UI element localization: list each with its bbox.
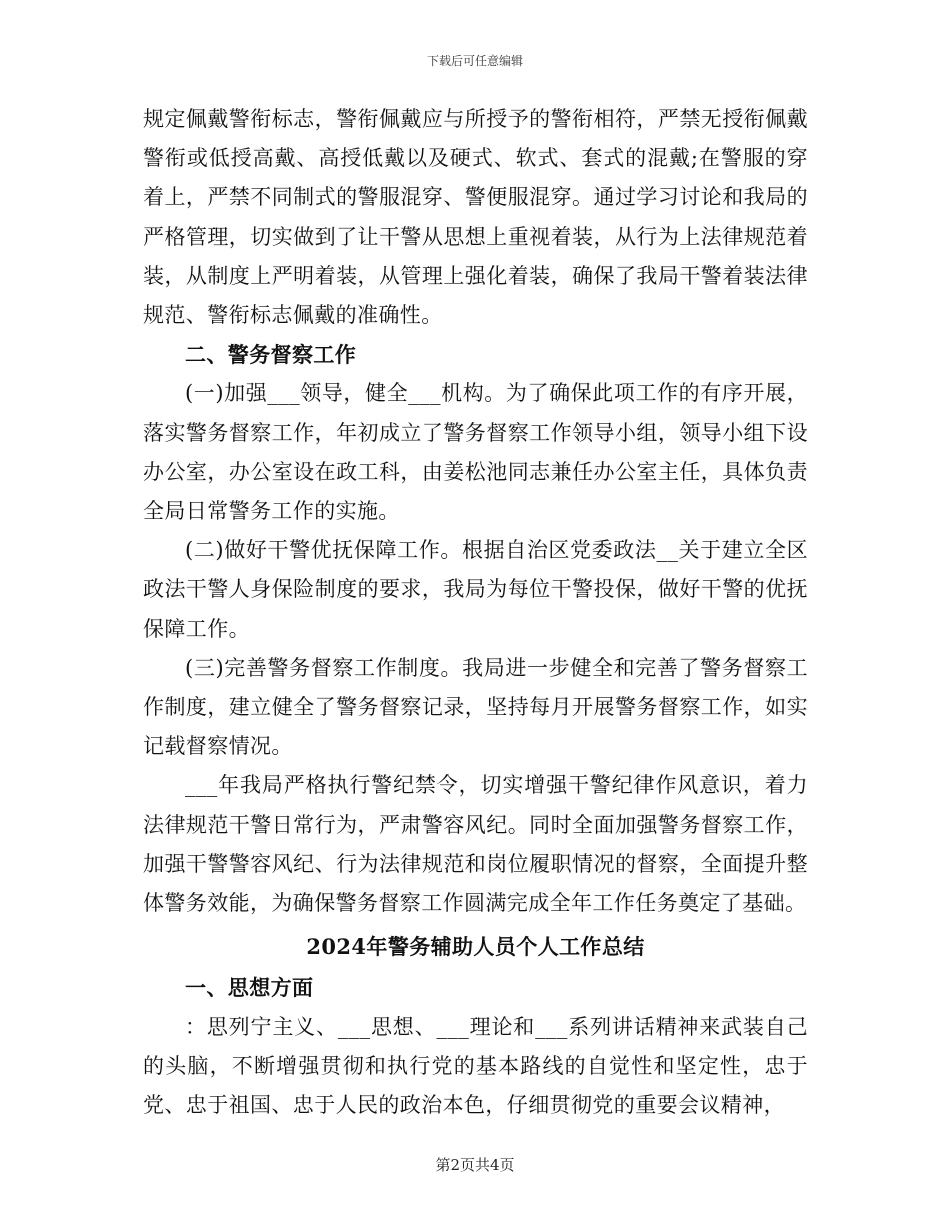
section-heading-supervision: 二、警务督察工作	[185, 342, 357, 368]
paragraph-ideology: ：思列宁主义、___思想、___理论和___系列讲话精神来武装自己的头脑，不断增强贯彻和执行党的基本路线的自觉性和坚定性，忠于党、忠于祖国、忠于人民的政治本色，仔细贯彻党的重要会议精神，	[143, 1014, 808, 1118]
paragraph-dress-code: 规定佩戴警衔标志，警衔佩戴应与所授予的警衔相符，严禁无授衔佩戴警衔或低授高戴、高授低戴以及硬式、软式、套式的混戴;在警服的穿着上，严禁不同制式的警服混穿、警便服混穿。通过学习讨论和我局的严格管理，切实做到了让干警从思想上重视着装，从行为上法律规范着装，从制度上严明着装，从管理上强化着装，确保了我局干警着装法律规范、警衔标志佩戴的准确性。	[143, 107, 808, 328]
document-body	[143, 100, 808, 1125]
document-title: 2024年警务辅助人员个人工作总结	[306, 934, 645, 960]
paragraph-summary: ___年我局严格执行警纪禁令，切实增强干警纪律作风意识，着力法律规范干警日常行为，严肃警容风纪。同时全面加强警务督察工作，加强干警警容风纪、行为法律规范和岗位履职情况的督察，全面提升整体警务效能，为确保警务督察工作圆满完成全年工作任务奠定了基础。	[143, 773, 808, 916]
page-footer: 第2页共4页	[435, 1156, 515, 1174]
section-heading-ideology: 一、思想方面	[185, 975, 314, 1001]
paragraph-leadership: (一)加强___领导，健全___机构。为了确保此项工作的有序开展，落实警务督察工作，年初成立了警务督察工作领导小组，领导小组下设办公室，办公室设在政工科，由姜松池同志兼任办公室主任，具体负责全局日常警务工作的实施。	[143, 381, 808, 524]
paragraph-system: (三)完善警务督察工作制度。我局进一步健全和完善了警务督察工作制度，建立健全了警务督察记录，坚持每月开展警务督察工作，如实记载督察情况。	[143, 655, 808, 759]
header-note: 下载后可任意编辑	[426, 54, 523, 68]
paragraph-welfare: (二)做好干警优抚保障工作。根据自治区党委政法__关于建立全区政法干警人身保险制度的要求，我局为每位干警投保，做好干警的优抚保障工作。	[143, 538, 808, 641]
